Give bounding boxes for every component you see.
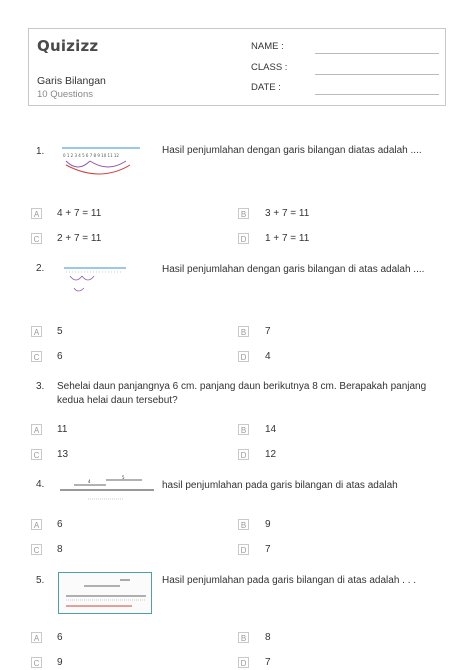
q5-option-c-letter[interactable]: C	[31, 657, 42, 668]
q4-option-d-text[interactable]: 7	[265, 544, 271, 555]
q1-option-d-letter[interactable]: D	[238, 233, 249, 244]
class-label: CLASS :	[251, 62, 288, 73]
q4-option-d-letter[interactable]: D	[238, 544, 249, 555]
q1-option-b-text[interactable]: 3 + 7 = 11	[265, 208, 310, 219]
quizizz-logo: Quizizz	[37, 37, 99, 55]
q5-option-a-letter[interactable]: A	[31, 632, 42, 643]
q2-option-b-letter[interactable]: B	[238, 326, 249, 337]
question-5-text: Hasil penjumlahan pada garis bilangan di atas adalah . . .	[162, 575, 417, 586]
question-3-number: 3.	[36, 381, 45, 392]
q1-option-d-text[interactable]: 1 + 7 = 11	[265, 233, 310, 244]
question-1-number: 1.	[36, 146, 45, 157]
question-4-number: 4.	[36, 479, 45, 490]
question-2-text: Hasil penjumlahan dengan garis bilangan di atas adalah ....	[162, 264, 425, 275]
q3-option-c-text[interactable]: 13	[57, 449, 69, 460]
date-field[interactable]	[315, 94, 439, 95]
q3-option-c-letter[interactable]: C	[31, 449, 42, 460]
question-4-numberline-image	[58, 474, 156, 504]
q3-option-d-letter[interactable]: D	[238, 449, 249, 460]
question-1-tick-labels: 0 1 2 3 4 5 6 7 8 9 10 11 12	[63, 153, 119, 158]
q5-option-d-text[interactable]: 7	[265, 657, 271, 668]
q2-option-c-text[interactable]: 6	[57, 351, 63, 362]
q2-option-a-text[interactable]: 5	[57, 326, 63, 337]
q3-option-a-letter[interactable]: A	[31, 424, 42, 435]
date-label: DATE :	[251, 82, 281, 93]
q4-option-c-letter[interactable]: C	[31, 544, 42, 555]
name-label: NAME :	[251, 41, 284, 52]
question-4-text: hasil penjumlahan pada garis bilangan di atas adalah	[162, 480, 398, 491]
q1-option-a-letter[interactable]: A	[31, 208, 42, 219]
question-5-number: 5.	[36, 575, 45, 586]
question-4-label-a: 4	[88, 479, 91, 484]
q5-option-b-letter[interactable]: B	[238, 632, 249, 643]
q2-option-a-letter[interactable]: A	[31, 326, 42, 337]
q2-option-d-text[interactable]: 4	[265, 351, 271, 362]
q1-option-c-text[interactable]: 2 + 7 = 11	[57, 233, 102, 244]
q3-option-b-text[interactable]: 14	[265, 424, 277, 435]
question-2-numberline-image	[62, 262, 128, 298]
q1-option-c-letter[interactable]: C	[31, 233, 42, 244]
question-1-text: Hasil penjumlahan dengan garis bilangan diatas adalah ....	[162, 145, 422, 156]
question-2-number: 2.	[36, 263, 45, 274]
question-count: 10 Questions	[37, 89, 93, 100]
q4-option-b-letter[interactable]: B	[238, 519, 249, 530]
worksheet-header	[28, 28, 446, 106]
class-field[interactable]	[315, 74, 439, 75]
q3-option-a-text[interactable]: 11	[57, 424, 68, 435]
q5-option-c-text[interactable]: 9	[57, 657, 63, 668]
q4-option-c-text[interactable]: 8	[57, 544, 63, 555]
name-field[interactable]	[315, 53, 439, 54]
q4-option-a-letter[interactable]: A	[31, 519, 42, 530]
q2-option-d-letter[interactable]: D	[238, 351, 249, 362]
q2-option-b-text[interactable]: 7	[265, 326, 271, 337]
q4-option-b-text[interactable]: 9	[265, 519, 271, 530]
q5-option-a-text[interactable]: 6	[57, 632, 63, 643]
question-5-numberline-image	[58, 572, 152, 614]
q1-option-b-letter[interactable]: B	[238, 208, 249, 219]
q3-option-b-letter[interactable]: B	[238, 424, 249, 435]
question-3-text-line-2: kedua helai daun tersebut?	[57, 395, 178, 406]
question-1-numberline-image	[60, 143, 142, 179]
worksheet-title: Garis Bilangan	[37, 75, 106, 87]
q4-option-a-text[interactable]: 6	[57, 519, 63, 530]
question-4-label-b: 5	[122, 475, 125, 480]
q2-option-c-letter[interactable]: C	[31, 351, 42, 362]
q5-option-b-text[interactable]: 8	[265, 632, 271, 643]
q3-option-d-text[interactable]: 12	[265, 449, 277, 460]
q5-option-d-letter[interactable]: D	[238, 657, 249, 668]
q1-option-a-text[interactable]: 4 + 7 = 11	[57, 208, 102, 219]
question-3-text-line-1: Sehelai daun panjangnya 6 cm. panjang daun berikutnya 8 cm. Berapakah panjang	[57, 381, 427, 392]
